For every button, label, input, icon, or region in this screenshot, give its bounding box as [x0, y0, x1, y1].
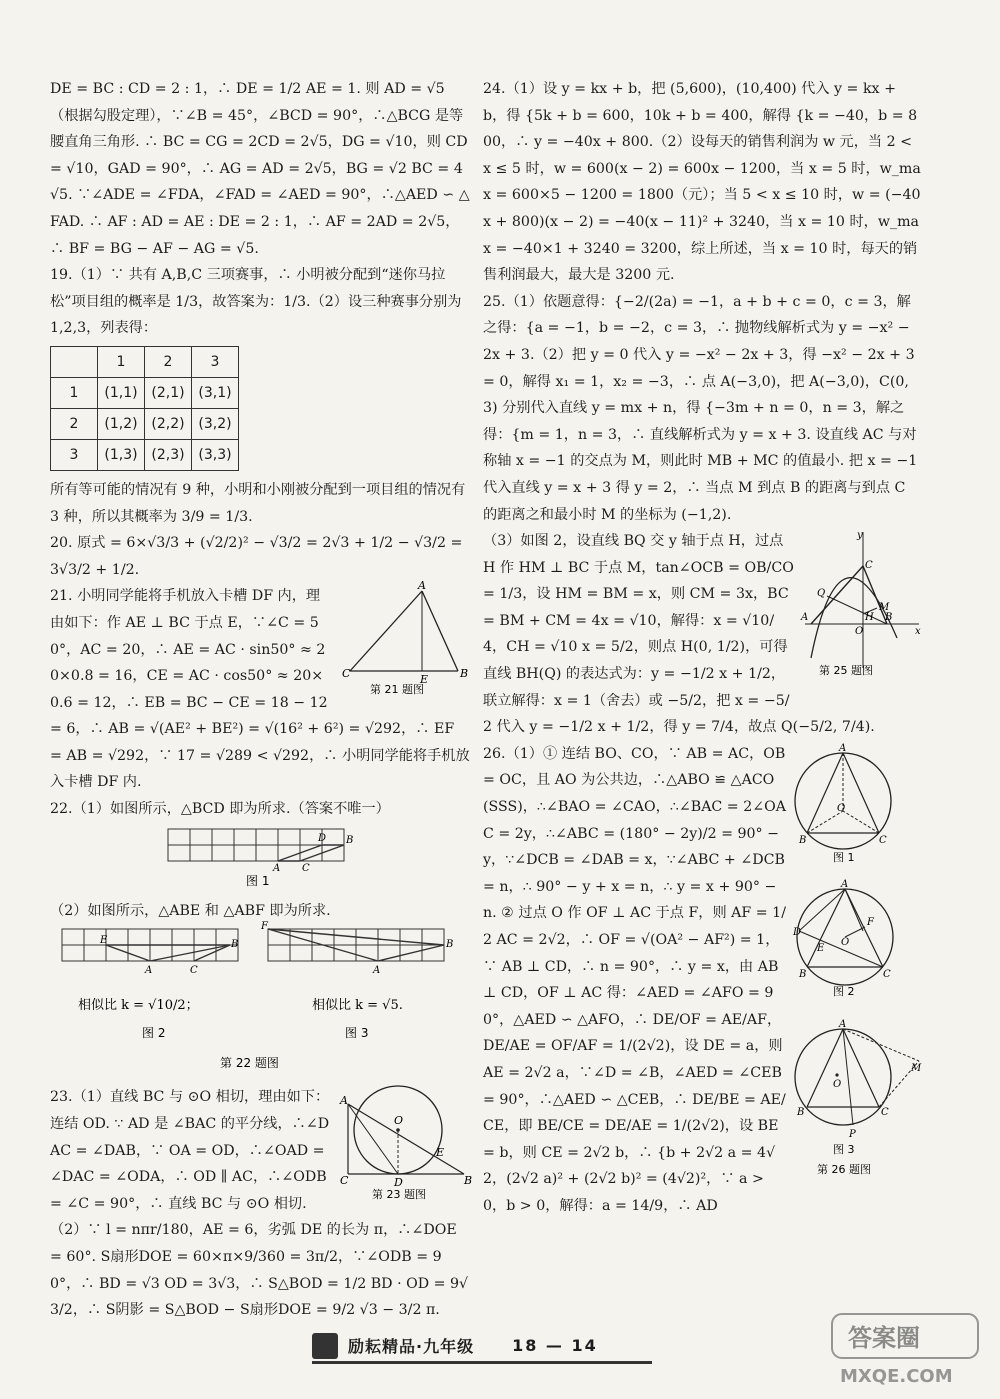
q26: 26.（1）① 连结 BO、CO，∵ AB = AC，OB = OC，且 AO 为公共边，∴△ABO ≌ △ACO(SSS)，∴∠BAO = ∠CAO，∴∠BAC = 2∠OAC = 2y，∴∠ABC = (180° − 2y)/2 = 90° − y，∵∠DCB = ∠DAB = x，∵∠ABC + ∠DCB = n，∴ 90° − y + x = n，∴ y = x + 90° − n. ② 过点 O 作 OF ⊥ AC 于点 F，则 AF = 1/2 AC = 2√2，∴ OF = √(OA² − AF²) = 1，∵ AB ⊥ CD，∴ n = 90°，∴ y = x，由 AB ⊥ CD，OF ⊥ AC 得：∠AED = ∠AFO = 90°，△AED ∽ △AFO，∴ DE/OF = AE/AF，DE/AE = OF/AF = 1/(2√2)，设 DE = a，则 AE = 2√2 a，∵∠D = ∠B，∠AED = ∠CEB = 90°，∴△AED ∽ △CEB，∴ DE/BE = AE/CE，即 BE/CE = DE/AE = 1/(2√2)，设 BE = b，则 CE = 2√2 b，∴ {b + 2√2 a = 4√2，(2√2 a)² + (2√2 b)² = (4√2)²，∵ a > 0，b > 0，解得：a = 14/9，∴ AD: [483, 745, 786, 1214]
svg-text:D: D: [793, 926, 802, 938]
svg-text:第 22 题图: 第 22 题图: [220, 1055, 279, 1070]
svg-text:B: B: [799, 834, 807, 846]
svg-text:C: C: [883, 968, 891, 980]
table-row: 3 (1,3) (2,3) (3,3): [51, 439, 239, 470]
watermark-logo-icon: [826, 1310, 986, 1390]
svg-text:图 2: 图 2: [833, 984, 855, 998]
svg-text:P: P: [849, 1128, 856, 1140]
svg-text:C: C: [340, 1174, 349, 1188]
svg-text:第 26 题图: 第 26 题图: [817, 1162, 871, 1176]
svg-text:B: B: [797, 1106, 805, 1118]
figure-26: [793, 741, 923, 1221]
parabola-25-diagram: [801, 528, 923, 678]
table-row: 2 (1,2) (2,2) (3,2): [51, 408, 239, 439]
svg-text:O: O: [837, 802, 846, 814]
q22-part-b: （2）如图所示，△ABE 和 △ABF 即为所求.: [50, 903, 331, 920]
q23: 23.（1）直线 BC 与 ⊙O 相切，理由如下：连结 OD. ∵ AD 是 ∠BAC 的平分线，∴∠DAC = ∠DAB，∵ OA = OD，∴∠OAD = ∠DAC = ∠ODA，∴ OD ∥ AC，∴∠ODB = ∠C = 90°，∴ 直线 BC 与 ⊙O 相切.（2）∵ l = nπr/180，AE = 6，劣弧 DE 的长为 π，∴∠DOE = 60°. S扇形DOE = 60×π×9/360 = 3π/2，∵∠ODB = 90°，∴ BD = √3 OD = 3√3，∴ S△BOD = 1/2 BD · OD = 9√3/2，∴ S阴影 = S△BOD − S扇形DOE = 9/2 √3 − 3/2 π.: [50, 1089, 469, 1319]
svg-text:C: C: [879, 834, 887, 846]
svg-text:O: O: [855, 626, 864, 638]
figure-25: [801, 528, 923, 688]
svg-text:E: E: [420, 673, 429, 687]
svg-text:C: C: [302, 862, 310, 874]
svg-text:D: D: [318, 832, 327, 844]
q21: 21. 小明同学能将手机放入卡槽 DF 内，理由如下：作 AE ⊥ BC 于点 E，∵∠C = 50°，AC = 20，∴ AE = AC · sin50° ≈ 20×0.8 = 16，CE = AC · cos50° ≈ 20×0.6 = 12，∴ EB = BC − CE = 18 − 12 = 6，∴ AB = √(AE² + BE²) = √(16² + 6²) = √292，∴ EF = AB = √292，∵ 17 = √289 < √292，∴ 小明同学能将手机放入卡槽 DF 内.: [50, 588, 470, 791]
grid-figure-1: [50, 823, 470, 889]
svg-text:F: F: [261, 920, 268, 932]
svg-text:y: y: [857, 530, 863, 542]
q20: 20. 原式 = 6×√3/3 + (√2/2)² − √3/2 = 2√3 + 1/2 − √3/2 = 3√3/2 + 1/2.: [50, 535, 463, 578]
svg-text:A: A: [273, 862, 281, 874]
svg-text:O: O: [394, 1114, 404, 1128]
brand-mark-icon: [312, 1333, 338, 1359]
svg-text:B: B: [885, 612, 893, 624]
figure-21: [340, 579, 470, 705]
page-number: 18 — 14: [512, 1336, 598, 1355]
right-column: [483, 76, 923, 1220]
q25-part-a: 25.（1）依题意得：{−2/(2a) = −1，a + b + c = 0，c = 3，解之得：{a = −1，b = −2，c = 3，∴ 抛物线解析式为 y = −x² − 2x + 3.（2）把 y = 0 代入 y = −x² − 2x + 3，得 −x² − 2x + 3 = 0，解得 x₁ = 1，x₂ = −3，∴ 点 A(−3,0)，把 A(−3,0)，C(0,3) 分别代入直线 y = mx + n，得 {−3m + n = 0，n = 3，解之得：{m = 1，n = 3，∴ 直线解析式为 y = x + 3. 设直线 AC 与对称轴 x = −1 的交点为 M，则此时 MB + MC 的值最小. 把 x = −1 代入直线 y = x + 3 得 y = 2，∴ 当点 M 到点 B 的距离与到点 C 的距离之和最小时 M 的坐标为 (−1,2).: [483, 293, 918, 523]
svg-text:E: E: [436, 1146, 445, 1160]
svg-text:A: A: [801, 612, 809, 624]
table-header-row: 1 2 3: [51, 346, 239, 377]
svg-text:相似比 k = √5.: 相似比 k = √5.: [312, 997, 403, 1013]
svg-text:第 25 题图: 第 25 题图: [819, 664, 873, 678]
page-footer: [312, 1330, 652, 1364]
svg-text:C: C: [190, 964, 198, 976]
svg-text:B: B: [446, 938, 454, 950]
q25-part-b: （3）如图 2，设直线 BQ 交 y 轴于点 H，过点 H 作 HM ⊥ BC 于点 M，tan∠OCB = OB/CO = 1/3，设 HM = BM = x，则 CM = 3x，BC = BM + CM = 4x = √10，解得：x = √10/4，CH = √10 x = 5/2，则点 H(0, 1/2)，可得直线 BH(Q) 的表达式为：y = −1/2 x + 1/2，联立解得：x = 1（舍去）或 −5/2，把 x = −5/2 代入 y = −1/2 x + 1/2，得 y = 7/4，故点 Q(−5/2, 7/4).: [483, 533, 875, 736]
left-column: [50, 76, 473, 1324]
svg-text:O: O: [841, 936, 850, 948]
circle-26-diagrams: [793, 741, 923, 1211]
svg-text:E: E: [100, 934, 108, 946]
svg-text:C: C: [865, 560, 873, 572]
q22-part-a: 22.（1）如图所示，△BCD 即为所求.（答案不唯一）: [50, 801, 390, 818]
q24: 24.（1）设 y = kx + b，把 (5,600)，(10,400) 代入 y = kx + b，得 {5k + b = 600，10k + b = 400，解得 {k = −40，b = 800，∴ y = −40x + 800.（2）设每天的销售利润为 w 元，当 2 < x ≤ 5 时，w = 600(x − 2) = 600x − 1200，当 x = 5 时，w_max = 600×5 − 1200 = 1800（元）；当 5 < x ≤ 10 时，w = (−40x + 800)(x − 2) = −40(x − 11)² + 3240，当 x = 10 时，w_max = −40×1 + 3240 = 3200，综上所述，当 x = 10 时，每天的销售利润最大，最大是 3200 元.: [483, 81, 921, 284]
svg-text:第 21 题图: 第 21 题图: [370, 683, 424, 697]
svg-text:A: A: [841, 878, 849, 890]
svg-text:x: x: [915, 626, 921, 638]
svg-text:A: A: [340, 1094, 348, 1108]
svg-text:A: A: [839, 742, 847, 754]
svg-text:B: B: [460, 667, 469, 681]
svg-text:A: A: [418, 579, 426, 593]
svg-text:B: B: [464, 1174, 473, 1188]
svg-text:C: C: [342, 667, 351, 681]
svg-text:O: O: [833, 1078, 842, 1090]
svg-text:图 3: 图 3: [345, 1025, 369, 1040]
svg-text:A: A: [839, 1018, 847, 1030]
grid-figures-2-3: [50, 920, 470, 1075]
triangle-21-diagram: [340, 579, 470, 697]
circle-23-diagram: [340, 1084, 473, 1202]
table-row: 1 (1,1) (2,1) (3,1): [51, 377, 239, 408]
q18-continuation: DE = BC : CD = 2 : 1，∴ DE = 1/2 AE = 1. 则 AD = √5（根据勾股定理），∵∠B = 45°，∠BCD = 90°，∴△BCG 是等腰直角三角形. ∴ BC = CG = 2CD = 2√5，DG = √10，则 CD = √10，GAD = 90°，∴ AG = AD = 2√5，BG = √2 BC = 4√5. ∵∠ADE = ∠FDA，∠FAD = ∠AED = 90°，∴△AED ∽ △FAD. ∴ AF : AD = AE : DE = 2 : 1，∴ AF = 2AD = 2√5，∴ BF = BG − AF − AG = √5.: [50, 81, 470, 257]
svg-text:H: H: [865, 612, 874, 624]
svg-text:B: B: [231, 938, 239, 950]
svg-text:B: B: [346, 834, 354, 846]
probability-table: [50, 346, 239, 471]
svg-text:图 2: 图 2: [142, 1025, 166, 1040]
svg-text:A: A: [373, 964, 381, 976]
svg-text:B: B: [799, 968, 807, 980]
svg-text:答案圈: 答案圈: [848, 1324, 920, 1352]
q19-part-a: 19.（1）∵ 共有 A,B,C 三项赛事，∴ 小明被分配到“迷你马拉松”项目组的概率是 1/3，故答案为：1/3.（2）设三种赛事分别为 1,2,3，列表得：: [50, 267, 462, 337]
figure-23: [340, 1084, 473, 1212]
svg-text:Q: Q: [817, 588, 826, 600]
svg-text:图 1: 图 1: [833, 850, 855, 864]
svg-text:M: M: [879, 602, 890, 614]
svg-text:M: M: [911, 1062, 922, 1074]
svg-text:相似比 k = √10/2；: 相似比 k = √10/2；: [78, 997, 199, 1013]
svg-text:E: E: [817, 942, 825, 954]
svg-text:A: A: [145, 964, 153, 976]
svg-text:第 23 题图: 第 23 题图: [372, 1188, 426, 1202]
svg-text:MXQE.COM: MXQE.COM: [840, 1366, 953, 1387]
svg-text:F: F: [867, 916, 874, 928]
svg-text:图 1: 图 1: [246, 873, 270, 888]
svg-text:C: C: [881, 1106, 889, 1118]
q19-part-b: 所有等可能的情况有 9 种，小明和小刚被分配到一项目组的情况有 3 种，所以其概率为 3/9 = 1/3.: [50, 481, 466, 525]
svg-text:图 3: 图 3: [833, 1142, 855, 1156]
footer-brand: 励耘精品·九年级: [348, 1337, 475, 1356]
svg-text:D: D: [394, 1176, 403, 1190]
